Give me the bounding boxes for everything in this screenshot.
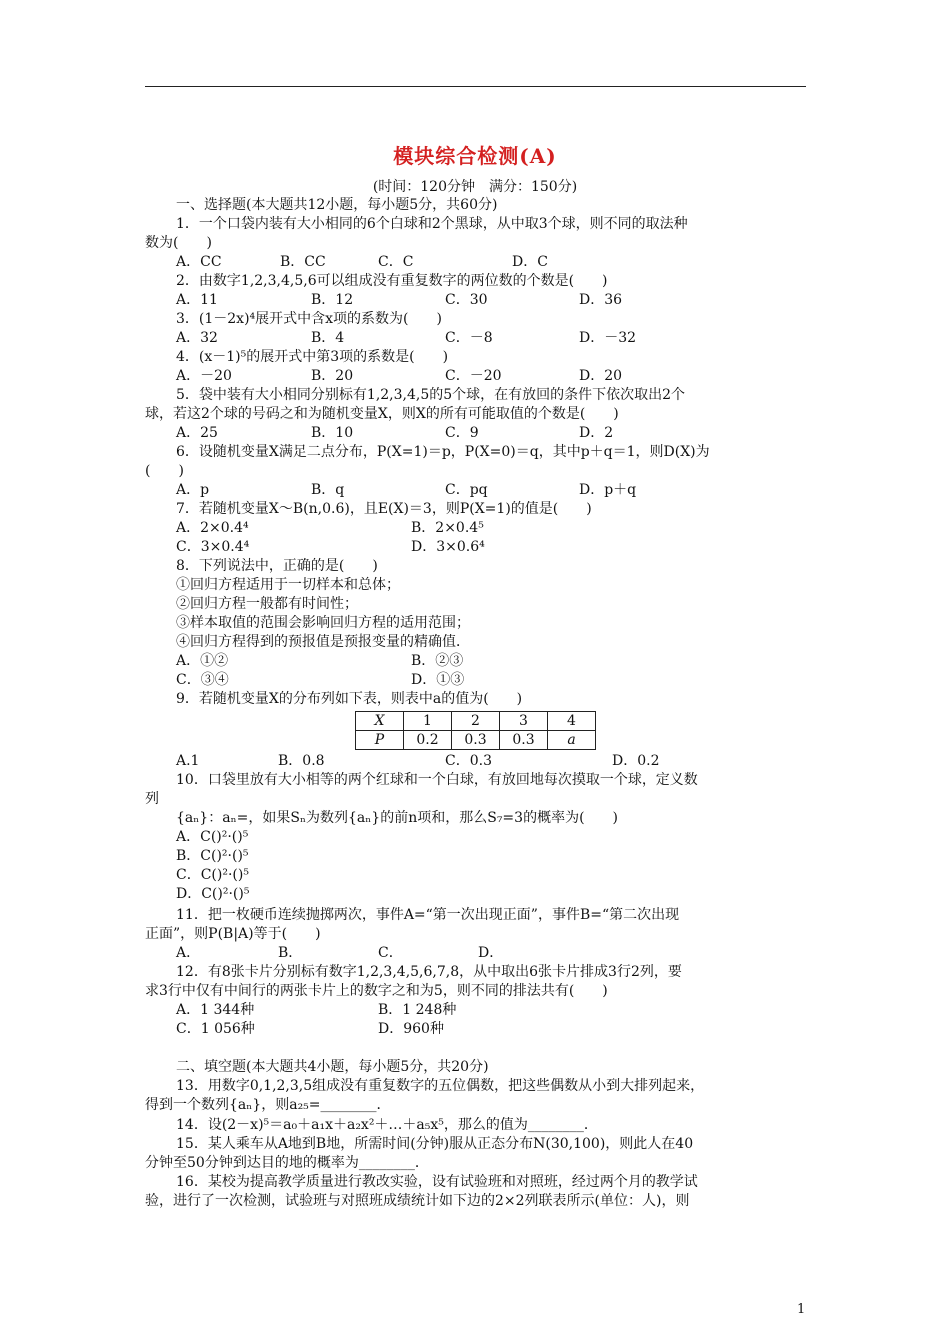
option-a: A．－20 bbox=[176, 368, 232, 384]
option-a: A．1 344种 bbox=[176, 1002, 255, 1018]
table-row bbox=[356, 712, 596, 731]
table-cell: 2 bbox=[452, 712, 500, 731]
option-a: A． bbox=[176, 945, 201, 961]
question-16-stem-cont: 验，进行了一次检测，试验班与对照班成绩统计如下边的2×2列联表所示(单位：人)，则 bbox=[145, 1193, 690, 1209]
option-b: B．q bbox=[311, 482, 345, 498]
option-b: B．12 bbox=[311, 292, 354, 308]
option-c: C．C()²·()⁵ bbox=[176, 867, 249, 883]
question-1-stem: 1．一个口袋内装有大小相同的6个白球和2个黑球，从中取3个球，则不同的取法种 bbox=[176, 216, 688, 232]
option-a: A．11 bbox=[176, 292, 218, 308]
header-rule bbox=[145, 86, 806, 87]
option-d: D．0.2 bbox=[612, 753, 660, 769]
option-b: B．②③ bbox=[411, 653, 464, 669]
option-c: C．pq bbox=[445, 482, 488, 498]
distribution-table bbox=[355, 711, 596, 750]
table-cell: 0.2 bbox=[404, 731, 452, 750]
option-c: C． bbox=[378, 945, 403, 961]
question-6-stem: 6．设随机变量X满足二点分布，P(X=1)＝p，P(X=0)＝q，其中p＋q＝1，则D(X)为 bbox=[176, 444, 710, 460]
question-12-stem-cont: 求3行中仅有中间行的两张卡片上的数字之和为5，则不同的排法共有( ) bbox=[145, 983, 608, 999]
option-d: D．C bbox=[512, 254, 548, 270]
question-1-stem-cont: 数为( ) bbox=[145, 235, 212, 251]
question-6-stem-cont: ( ) bbox=[145, 463, 184, 479]
option-d: D．960种 bbox=[378, 1021, 444, 1037]
table-cell: 3 bbox=[500, 712, 548, 731]
question-5-stem-cont: 球，若这2个球的号码之和为随机变量X，则X的所有可能取值的个数是( ) bbox=[145, 406, 619, 422]
question-9-stem: 9．若随机变量X的分布列如下表，则表中a的值为( ) bbox=[176, 691, 523, 707]
question-15-stem-cont: 分钟至50分钟到达目的地的概率为________． bbox=[145, 1155, 429, 1171]
question-8-stem: 8．下列说法中，正确的是( ) bbox=[176, 558, 378, 574]
option-b: B．C()²·()⁵ bbox=[176, 848, 249, 864]
option-d: D．①③ bbox=[411, 672, 465, 688]
option-c: C．0.3 bbox=[445, 753, 492, 769]
option-c: C．－8 bbox=[445, 330, 493, 346]
option-b: B． bbox=[278, 945, 303, 961]
question-15-stem: 15．某人乘车从A地到B地，所需时间(分钟)服从正态分布N(30,100)，则此人在40 bbox=[176, 1136, 694, 1152]
statement-4: ④回归方程得到的预报值是预报变量的精确值． bbox=[176, 634, 470, 650]
option-c: C．－20 bbox=[445, 368, 502, 384]
question-13-stem: 13．用数字0,1,2,3,5组成没有重复数字的五位偶数，把这些偶数从小到大排列起来， bbox=[176, 1078, 705, 1094]
statement-1: ①回归方程适用于一切样本和总体； bbox=[176, 577, 400, 593]
table-cell: 0.3 bbox=[452, 731, 500, 750]
page-title: 模块综合检测(A) bbox=[393, 144, 557, 168]
option-b: B．4 bbox=[311, 330, 345, 346]
question-10-stem-cont2: {aₙ}：aₙ=，如果Sₙ为数列{aₙ}的前n项和，那么S₇=3的概率为( ) bbox=[176, 810, 618, 826]
option-a: A．C()²·()⁵ bbox=[176, 829, 249, 845]
table-cell: P bbox=[356, 731, 404, 750]
option-b: B．10 bbox=[311, 425, 354, 441]
table-cell: 4 bbox=[548, 712, 596, 731]
question-11-stem: 11．把一枚硬币连续抛掷两次，事件A=“第一次出现正面”，事件B=“第二次出现 bbox=[176, 907, 680, 923]
question-2-stem: 2．由数字1,2,3,4,5,6可以组成没有重复数字的两位数的个数是( ) bbox=[176, 273, 608, 289]
question-3-stem: 3．(1－2x)⁴展开式中含x项的系数为( ) bbox=[176, 311, 442, 327]
option-b: B．2×0.4⁵ bbox=[411, 520, 484, 536]
option-a: A．32 bbox=[176, 330, 218, 346]
question-7-stem: 7．若随机变量X～B(n,0.6)，且E(X)＝3，则P(X=1)的值是( ) bbox=[176, 501, 592, 517]
option-c: C．30 bbox=[445, 292, 488, 308]
table-cell: a bbox=[548, 731, 596, 750]
question-16-stem: 16．某校为提高教学质量进行教改实验，设有试验班和对照班，经过两个月的教学试 bbox=[176, 1174, 698, 1190]
option-b: B．CC bbox=[280, 254, 326, 270]
option-c: C．C bbox=[378, 254, 414, 270]
exam-info: (时间：120分钟 满分：150分) bbox=[372, 179, 578, 195]
option-d: D．36 bbox=[579, 292, 623, 308]
option-a: A．2×0.4⁴ bbox=[176, 520, 249, 536]
table-cell: X bbox=[356, 712, 404, 731]
question-10-stem-cont: 列 bbox=[145, 791, 159, 807]
statement-2: ②回归方程一般都有时间性； bbox=[176, 596, 358, 612]
option-c: C．1 056种 bbox=[176, 1021, 255, 1037]
option-d: D．20 bbox=[579, 368, 623, 384]
option-a: A.1 bbox=[176, 753, 200, 769]
option-d: D．C()²·()⁵ bbox=[176, 886, 250, 902]
option-a: A．p bbox=[176, 482, 210, 498]
option-a: A．CC bbox=[176, 254, 222, 270]
option-d: D．p＋q bbox=[579, 482, 637, 498]
statement-3: ③样本取值的范围会影响回归方程的适用范围； bbox=[176, 615, 470, 631]
table-cell: 0.3 bbox=[500, 731, 548, 750]
question-5-stem: 5．袋中装有大小相同分别标有1,2,3,4,5的5个球，在有放回的条件下依次取出2个 bbox=[176, 387, 686, 403]
question-11-stem-cont: 正面”，则P(B|A)等于( ) bbox=[145, 926, 321, 942]
section-heading-choice: 一、选择题(本大题共12小题，每小题5分，共60分) bbox=[176, 197, 498, 213]
option-c: C．9 bbox=[445, 425, 479, 441]
table-cell: 1 bbox=[404, 712, 452, 731]
option-b: B．0.8 bbox=[278, 753, 325, 769]
question-4-stem: 4．(x－1)⁵的展开式中第3项的系数是( ) bbox=[176, 349, 449, 365]
option-d: D． bbox=[478, 945, 504, 961]
option-d: D．3×0.6⁴ bbox=[411, 539, 485, 555]
option-d: D．－32 bbox=[579, 330, 637, 346]
table-row bbox=[356, 731, 596, 750]
option-b: B．1 248种 bbox=[378, 1002, 457, 1018]
option-d: D．2 bbox=[579, 425, 614, 441]
page-number: 1 bbox=[797, 1302, 806, 1317]
option-b: B．20 bbox=[311, 368, 354, 384]
option-c: C．③④ bbox=[176, 672, 229, 688]
question-12-stem: 12．有8张卡片分别标有数字1,2,3,4,5,6,7,8，从中取出6张卡片排成3行2列，要 bbox=[176, 964, 682, 980]
question-13-stem-cont: 得到一个数列{aₙ}，则a₂₅=________． bbox=[145, 1097, 391, 1113]
option-a: A．①② bbox=[176, 653, 229, 669]
section-heading-fill: 二、填空题(本大题共4小题，每小题5分，共20分) bbox=[176, 1059, 489, 1075]
option-c: C．3×0.4⁴ bbox=[176, 539, 250, 555]
option-a: A．25 bbox=[176, 425, 218, 441]
question-10-stem: 10．口袋里放有大小相等的两个红球和一个白球，有放回地每次摸取一个球，定义数 bbox=[176, 772, 698, 788]
question-14-stem: 14．设(2－x)⁵＝a₀＋a₁x＋a₂x²＋…＋a₅x⁵，那么的值为________． bbox=[176, 1117, 598, 1133]
